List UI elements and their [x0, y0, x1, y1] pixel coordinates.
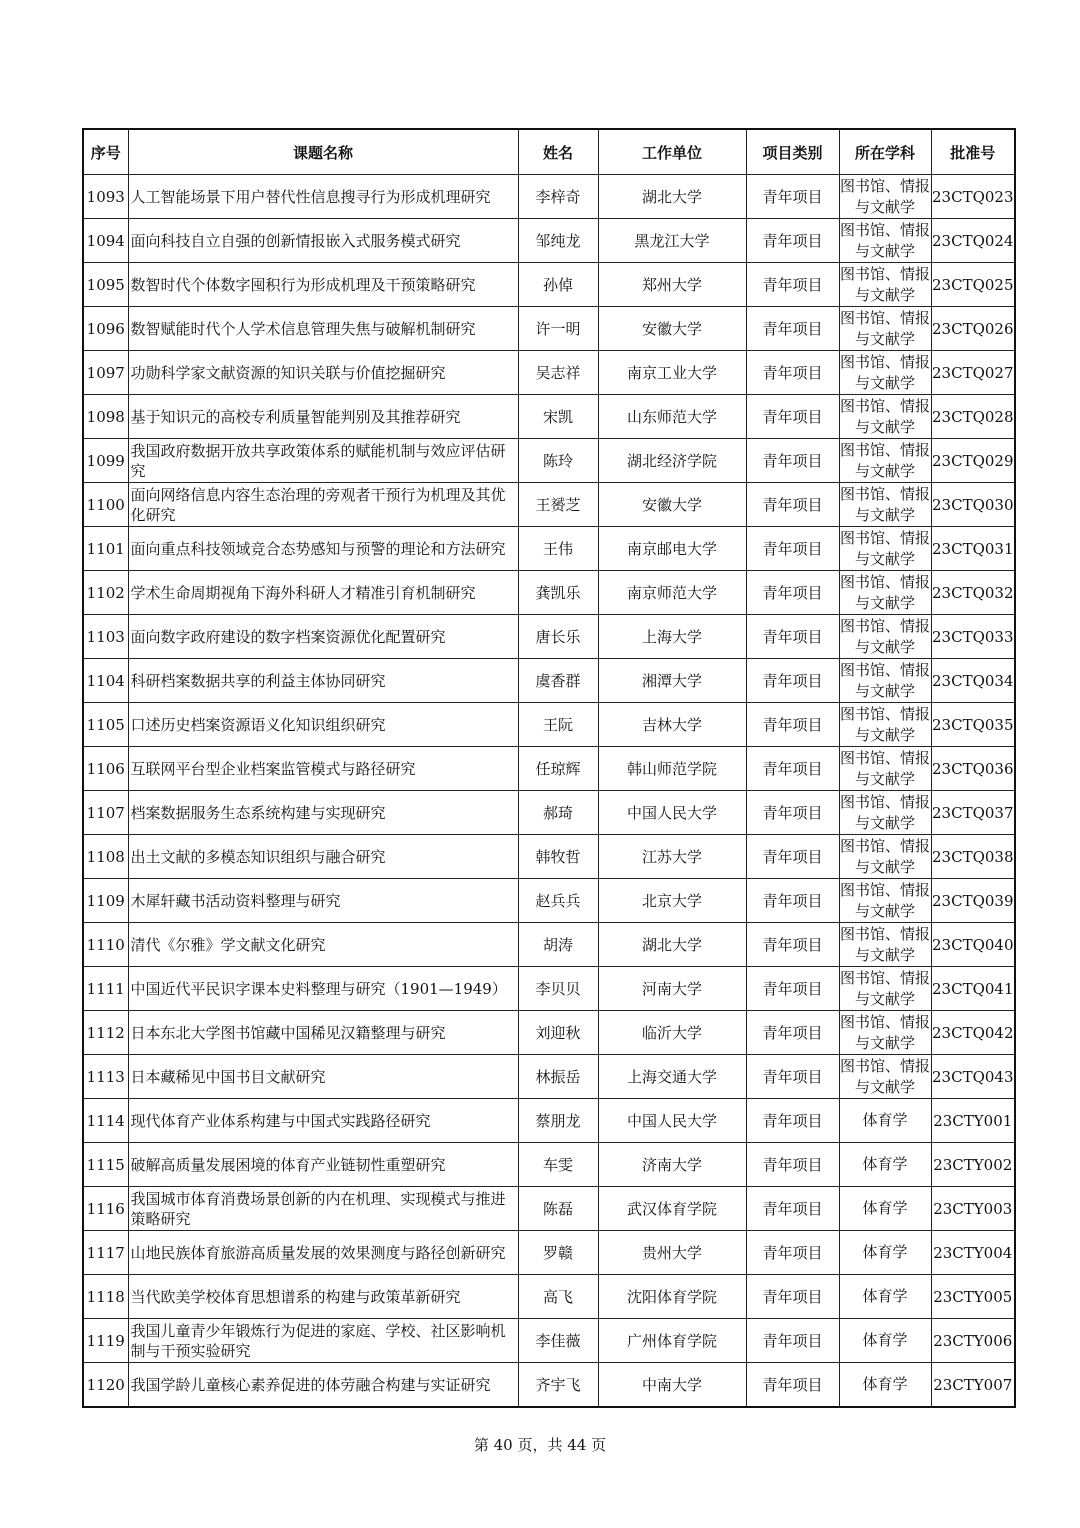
- cell-subject: 体育学: [839, 1363, 931, 1408]
- header-name: 姓名: [518, 129, 598, 175]
- table-row: [83, 1231, 1015, 1275]
- cell-category: 青年项目: [746, 483, 839, 527]
- cell-title: 我国学龄儿童核心素养促进的体劳融合构建与实证研究: [128, 1363, 518, 1408]
- cell-subject: 图书馆、情报与文献学: [839, 395, 931, 439]
- cell-category: 青年项目: [746, 175, 839, 219]
- cell-unit: 广州体育学院: [598, 1319, 746, 1363]
- cell-title: 面向科技自立自强的创新情报嵌入式服务模式研究: [128, 219, 518, 263]
- cell-subject: 体育学: [839, 1143, 931, 1187]
- cell-approval: 23CTY004: [931, 1231, 1015, 1275]
- cell-approval: 23CTQ036: [931, 747, 1015, 791]
- cell-title: 我国政府数据开放共享政策体系的赋能机制与效应评估研究: [128, 439, 518, 483]
- table-row: [83, 1055, 1015, 1099]
- cell-no: 1106: [83, 747, 128, 791]
- cell-category: 青年项目: [746, 1143, 839, 1187]
- cell-unit: 江苏大学: [598, 835, 746, 879]
- cell-subject: 图书馆、情报与文献学: [839, 835, 931, 879]
- cell-approval: 23CTQ027: [931, 351, 1015, 395]
- cell-approval: 23CTY006: [931, 1319, 1015, 1363]
- cell-no: 1114: [83, 1099, 128, 1143]
- cell-approval: 23CTQ038: [931, 835, 1015, 879]
- cell-title: 当代欧美学校体育思想谱系的构建与政策革新研究: [128, 1275, 518, 1319]
- cell-name: 唐长乐: [518, 615, 598, 659]
- cell-approval: 23CTQ023: [931, 175, 1015, 219]
- cell-approval: 23CTQ039: [931, 879, 1015, 923]
- cell-title: 人工智能场景下用户替代性信息搜寻行为形成机理研究: [128, 175, 518, 219]
- cell-title: 中国近代平民识字课本史料整理与研究（1901—1949）: [128, 967, 518, 1011]
- header-unit: 工作单位: [598, 129, 746, 175]
- header-category: 项目类别: [746, 129, 839, 175]
- cell-unit: 中国人民大学: [598, 791, 746, 835]
- cell-no: 1094: [83, 219, 128, 263]
- cell-category: 青年项目: [746, 439, 839, 483]
- cell-no: 1116: [83, 1187, 128, 1231]
- cell-approval: 23CTY005: [931, 1275, 1015, 1319]
- cell-unit: 贵州大学: [598, 1231, 746, 1275]
- cell-approval: 23CTQ030: [931, 483, 1015, 527]
- table-row: [83, 967, 1015, 1011]
- cell-approval: 23CTQ040: [931, 923, 1015, 967]
- table-header-row: [83, 129, 1015, 175]
- cell-title: 破解高质量发展困境的体育产业链韧性重塑研究: [128, 1143, 518, 1187]
- cell-subject: 图书馆、情报与文献学: [839, 703, 931, 747]
- cell-name: 宋凯: [518, 395, 598, 439]
- cell-name: 赵兵兵: [518, 879, 598, 923]
- header-approval: 批准号: [931, 129, 1015, 175]
- cell-no: 1098: [83, 395, 128, 439]
- table-row: [83, 1275, 1015, 1319]
- cell-category: 青年项目: [746, 571, 839, 615]
- cell-title: 学术生命周期视角下海外科研人才精准引育机制研究: [128, 571, 518, 615]
- cell-subject: 体育学: [839, 1319, 931, 1363]
- table-row: [83, 879, 1015, 923]
- cell-subject: 体育学: [839, 1231, 931, 1275]
- cell-name: 陈玲: [518, 439, 598, 483]
- page-footer: 第 40 页，共 44 页: [473, 1436, 607, 1454]
- cell-no: 1101: [83, 527, 128, 571]
- cell-subject: 图书馆、情报与文献学: [839, 307, 931, 351]
- cell-title: 我国城市体育消费场景创新的内在机理、实现模式与推进策略研究: [128, 1187, 518, 1231]
- cell-no: 1115: [83, 1143, 128, 1187]
- table-row: [83, 1011, 1015, 1055]
- cell-unit: 中国人民大学: [598, 1099, 746, 1143]
- cell-title: 数智时代个体数字囤积行为形成机理及干预策略研究: [128, 263, 518, 307]
- cell-unit: 济南大学: [598, 1143, 746, 1187]
- table-row: [83, 219, 1015, 263]
- cell-category: 青年项目: [746, 1187, 839, 1231]
- cell-approval: 23CTQ034: [931, 659, 1015, 703]
- cell-subject: 图书馆、情报与文献学: [839, 1055, 931, 1099]
- header-subject: 所在学科: [839, 129, 931, 175]
- table-row: [83, 307, 1015, 351]
- cell-unit: 安徽大学: [598, 307, 746, 351]
- table-row: [83, 571, 1015, 615]
- cell-approval: 23CTQ042: [931, 1011, 1015, 1055]
- cell-category: 青年项目: [746, 791, 839, 835]
- table-row: [83, 747, 1015, 791]
- cell-title: 木犀轩藏书活动资料整理与研究: [128, 879, 518, 923]
- cell-category: 青年项目: [746, 1055, 839, 1099]
- cell-name: 孙倬: [518, 263, 598, 307]
- cell-no: 1102: [83, 571, 128, 615]
- cell-category: 青年项目: [746, 835, 839, 879]
- table-row: [83, 923, 1015, 967]
- cell-approval: 23CTY003: [931, 1187, 1015, 1231]
- cell-subject: 体育学: [839, 1099, 931, 1143]
- cell-unit: 南京邮电大学: [598, 527, 746, 571]
- cell-name: 胡涛: [518, 923, 598, 967]
- cell-title: 数智赋能时代个人学术信息管理失焦与破解机制研究: [128, 307, 518, 351]
- table-row: [83, 527, 1015, 571]
- cell-subject: 图书馆、情报与文献学: [839, 351, 931, 395]
- cell-category: 青年项目: [746, 219, 839, 263]
- cell-no: 1118: [83, 1275, 128, 1319]
- cell-category: 青年项目: [746, 527, 839, 571]
- cell-name: 许一明: [518, 307, 598, 351]
- cell-category: 青年项目: [746, 1011, 839, 1055]
- cell-name: 林振岳: [518, 1055, 598, 1099]
- cell-no: 1107: [83, 791, 128, 835]
- cell-approval: 23CTQ043: [931, 1055, 1015, 1099]
- cell-name: 李佳薇: [518, 1319, 598, 1363]
- cell-unit: 河南大学: [598, 967, 746, 1011]
- cell-title: 山地民族体育旅游高质量发展的效果测度与路径创新研究: [128, 1231, 518, 1275]
- cell-title: 清代《尔雅》学文献文化研究: [128, 923, 518, 967]
- cell-approval: 23CTQ041: [931, 967, 1015, 1011]
- cell-no: 1095: [83, 263, 128, 307]
- cell-unit: 武汉体育学院: [598, 1187, 746, 1231]
- cell-title: 日本藏稀见中国书目文献研究: [128, 1055, 518, 1099]
- cell-approval: 23CTQ037: [931, 791, 1015, 835]
- cell-subject: 图书馆、情报与文献学: [839, 263, 931, 307]
- cell-no: 1096: [83, 307, 128, 351]
- cell-no: 1099: [83, 439, 128, 483]
- cell-title: 口述历史档案资源语义化知识组织研究: [128, 703, 518, 747]
- cell-title: 档案数据服务生态系统构建与实现研究: [128, 791, 518, 835]
- cell-unit: 北京大学: [598, 879, 746, 923]
- cell-no: 1103: [83, 615, 128, 659]
- cell-name: 李梓奇: [518, 175, 598, 219]
- cell-unit: 南京工业大学: [598, 351, 746, 395]
- cell-name: 任琼辉: [518, 747, 598, 791]
- cell-unit: 中南大学: [598, 1363, 746, 1408]
- table-row: [83, 1099, 1015, 1143]
- cell-no: 1105: [83, 703, 128, 747]
- cell-unit: 上海交通大学: [598, 1055, 746, 1099]
- cell-unit: 南京师范大学: [598, 571, 746, 615]
- cell-name: 吴志祥: [518, 351, 598, 395]
- cell-subject: 图书馆、情报与文献学: [839, 1011, 931, 1055]
- cell-subject: 图书馆、情报与文献学: [839, 615, 931, 659]
- cell-unit: 湖北经济学院: [598, 439, 746, 483]
- cell-category: 青年项目: [746, 879, 839, 923]
- cell-no: 1109: [83, 879, 128, 923]
- cell-name: 韩牧哲: [518, 835, 598, 879]
- cell-no: 1097: [83, 351, 128, 395]
- cell-category: 青年项目: [746, 1275, 839, 1319]
- cell-name: 蔡朋龙: [518, 1099, 598, 1143]
- table-row: [83, 835, 1015, 879]
- table-row: [83, 659, 1015, 703]
- cell-name: 罗赣: [518, 1231, 598, 1275]
- cell-unit: 湖北大学: [598, 923, 746, 967]
- cell-name: 车雯: [518, 1143, 598, 1187]
- table-body: [83, 175, 1015, 1408]
- cell-name: 李贝贝: [518, 967, 598, 1011]
- table-row: [83, 1363, 1015, 1408]
- cell-approval: 23CTQ033: [931, 615, 1015, 659]
- cell-no: 1110: [83, 923, 128, 967]
- cell-category: 青年项目: [746, 307, 839, 351]
- cell-subject: 图书馆、情报与文献学: [839, 659, 931, 703]
- cell-no: 1108: [83, 835, 128, 879]
- cell-category: 青年项目: [746, 967, 839, 1011]
- cell-category: 青年项目: [746, 923, 839, 967]
- cell-subject: 图书馆、情报与文献学: [839, 527, 931, 571]
- header-no: 序号: [83, 129, 128, 175]
- cell-no: 1120: [83, 1363, 128, 1408]
- cell-category: 青年项目: [746, 395, 839, 439]
- cell-subject: 图书馆、情报与文献学: [839, 747, 931, 791]
- cell-no: 1111: [83, 967, 128, 1011]
- cell-subject: 图书馆、情报与文献学: [839, 967, 931, 1011]
- cell-category: 青年项目: [746, 615, 839, 659]
- cell-approval: 23CTQ028: [931, 395, 1015, 439]
- cell-category: 青年项目: [746, 1099, 839, 1143]
- cell-name: 王伟: [518, 527, 598, 571]
- cell-subject: 体育学: [839, 1187, 931, 1231]
- cell-subject: 图书馆、情报与文献学: [839, 483, 931, 527]
- cell-approval: 23CTQ024: [931, 219, 1015, 263]
- cell-approval: 23CTY007: [931, 1363, 1015, 1408]
- cell-approval: 23CTQ025: [931, 263, 1015, 307]
- table-row: [83, 615, 1015, 659]
- cell-unit: 黑龙江大学: [598, 219, 746, 263]
- cell-unit: 吉林大学: [598, 703, 746, 747]
- cell-name: 陈磊: [518, 1187, 598, 1231]
- cell-title: 功勋科学家文献资源的知识关联与价值挖掘研究: [128, 351, 518, 395]
- cell-no: 1104: [83, 659, 128, 703]
- cell-title: 出土文献的多模态知识组织与融合研究: [128, 835, 518, 879]
- cell-approval: 23CTY001: [931, 1099, 1015, 1143]
- cell-unit: 韩山师范学院: [598, 747, 746, 791]
- cell-subject: 图书馆、情报与文献学: [839, 791, 931, 835]
- cell-title: 科研档案数据共享的利益主体协同研究: [128, 659, 518, 703]
- cell-approval: 23CTQ026: [931, 307, 1015, 351]
- cell-name: 王赟芝: [518, 483, 598, 527]
- cell-unit: 郑州大学: [598, 263, 746, 307]
- cell-name: 齐宇飞: [518, 1363, 598, 1408]
- cell-title: 我国儿童青少年锻炼行为促进的家庭、学校、社区影响机制与干预实验研究: [128, 1319, 518, 1363]
- cell-unit: 临沂大学: [598, 1011, 746, 1055]
- cell-no: 1113: [83, 1055, 128, 1099]
- cell-approval: 23CTQ029: [931, 439, 1015, 483]
- table-row: [83, 1187, 1015, 1231]
- cell-name: 王阮: [518, 703, 598, 747]
- cell-approval: 23CTY002: [931, 1143, 1015, 1187]
- cell-subject: 图书馆、情报与文献学: [839, 923, 931, 967]
- cell-name: 邹纯龙: [518, 219, 598, 263]
- table-row: [83, 1319, 1015, 1363]
- cell-name: 龚凯乐: [518, 571, 598, 615]
- cell-unit: 湘潭大学: [598, 659, 746, 703]
- cell-unit: 湖北大学: [598, 175, 746, 219]
- table-row: [83, 703, 1015, 747]
- cell-category: 青年项目: [746, 747, 839, 791]
- cell-approval: 23CTQ031: [931, 527, 1015, 571]
- cell-title: 面向数字政府建设的数字档案资源优化配置研究: [128, 615, 518, 659]
- cell-subject: 图书馆、情报与文献学: [839, 219, 931, 263]
- cell-subject: 图书馆、情报与文献学: [839, 175, 931, 219]
- cell-subject: 图书馆、情报与文献学: [839, 571, 931, 615]
- table-row: [83, 263, 1015, 307]
- cell-category: 青年项目: [746, 1319, 839, 1363]
- cell-name: 郝琦: [518, 791, 598, 835]
- cell-category: 青年项目: [746, 351, 839, 395]
- cell-no: 1112: [83, 1011, 128, 1055]
- table-row: [83, 351, 1015, 395]
- table-row: [83, 483, 1015, 527]
- cell-subject: 图书馆、情报与文献学: [839, 879, 931, 923]
- cell-name: 高飞: [518, 1275, 598, 1319]
- cell-subject: 体育学: [839, 1275, 931, 1319]
- cell-name: 刘迎秋: [518, 1011, 598, 1055]
- cell-title: 互联网平台型企业档案监管模式与路径研究: [128, 747, 518, 791]
- cell-category: 青年项目: [746, 1363, 839, 1408]
- cell-unit: 沈阳体育学院: [598, 1275, 746, 1319]
- header-title: 课题名称: [128, 129, 518, 175]
- table-row: [83, 175, 1015, 219]
- cell-title: 面向网络信息内容生态治理的旁观者干预行为机理及其优化研究: [128, 483, 518, 527]
- table-row: [83, 791, 1015, 835]
- cell-category: 青年项目: [746, 263, 839, 307]
- cell-no: 1100: [83, 483, 128, 527]
- table-row: [83, 439, 1015, 483]
- table-row: [83, 1143, 1015, 1187]
- cell-approval: 23CTQ032: [931, 571, 1015, 615]
- cell-category: 青年项目: [746, 659, 839, 703]
- cell-no: 1119: [83, 1319, 128, 1363]
- cell-title: 面向重点科技领域竞合态势感知与预警的理论和方法研究: [128, 527, 518, 571]
- project-list-table: [82, 128, 1016, 1408]
- cell-no: 1117: [83, 1231, 128, 1275]
- cell-name: 虞香群: [518, 659, 598, 703]
- cell-unit: 上海大学: [598, 615, 746, 659]
- cell-unit: 安徽大学: [598, 483, 746, 527]
- cell-category: 青年项目: [746, 703, 839, 747]
- table-row: [83, 395, 1015, 439]
- cell-title: 基于知识元的高校专利质量智能判别及其推荐研究: [128, 395, 518, 439]
- cell-subject: 图书馆、情报与文献学: [839, 439, 931, 483]
- cell-title: 现代体育产业体系构建与中国式实践路径研究: [128, 1099, 518, 1143]
- cell-unit: 山东师范大学: [598, 395, 746, 439]
- cell-no: 1093: [83, 175, 128, 219]
- cell-approval: 23CTQ035: [931, 703, 1015, 747]
- cell-category: 青年项目: [746, 1231, 839, 1275]
- cell-title: 日本东北大学图书馆藏中国稀见汉籍整理与研究: [128, 1011, 518, 1055]
